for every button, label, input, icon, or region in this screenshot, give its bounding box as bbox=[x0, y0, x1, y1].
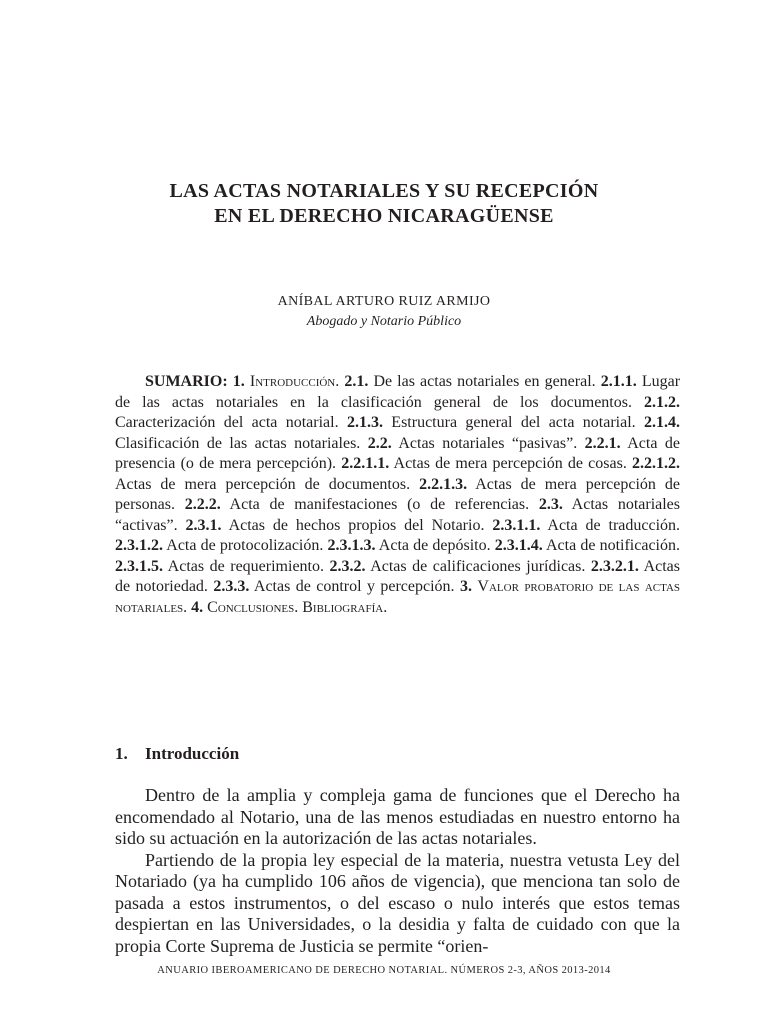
summary-entry-number: 2.3. bbox=[538, 496, 563, 513]
summary-entry-text: Valor probatorio de las actas notariales. bbox=[115, 578, 681, 616]
summary-entry-number: 2.3.1.5. bbox=[115, 557, 163, 575]
summary-entry-text: Lugar de las actas notariales en la clasificación general de los documentos. bbox=[115, 373, 681, 411]
summary-entry-number: 2.3.3. bbox=[213, 578, 250, 595]
running-footer: ANUARIO IBEROAMERICANO DE DERECHO NOTARIAL. NÚMEROS 2-3, AÑOS 2013-2014 bbox=[157, 965, 611, 976]
summary-entry-number: 2.1.2. bbox=[644, 393, 680, 411]
summary-entry-text: Actas de requerimiento. bbox=[167, 557, 324, 575]
summary-entry-number: 2.3.1.2. bbox=[115, 537, 163, 554]
summary-entry-text: Actas notariales “pasivas”. bbox=[398, 434, 578, 452]
summary-entry-number: 2.3.2.1. bbox=[590, 557, 639, 575]
summary-entry-number: 2.2.2. bbox=[184, 496, 221, 513]
section-title: Introducción bbox=[145, 744, 240, 763]
summary-block bbox=[115, 372, 680, 618]
section-heading bbox=[115, 744, 239, 764]
summary-entry-text: Introducción. bbox=[249, 373, 340, 390]
summary-entry-text: Actas notariales “activas”. bbox=[115, 496, 681, 534]
summary-entry-number: 2.3.1.4. bbox=[494, 537, 543, 554]
summary-entry-text: Actas de mera percepción de personas. bbox=[115, 475, 681, 513]
summary-entry-number: 4. bbox=[191, 598, 204, 616]
summary-entry-text: Caracterización del acta notarial. bbox=[115, 414, 339, 431]
summary-entry-number: 3. bbox=[459, 578, 472, 595]
article-title-line-1: LAS ACTAS NOTARIALES Y SU RECEPCIÓN bbox=[169, 180, 599, 202]
section-number: 1. bbox=[115, 744, 128, 763]
body-text bbox=[115, 785, 680, 957]
summary-entry-text: Acta de traducción. bbox=[547, 516, 681, 534]
summary-entry-text: Actas de mera percepción de cosas. bbox=[393, 455, 627, 472]
summary-label: SUMARIO: bbox=[145, 373, 228, 390]
summary-entry-number: 2.1.4. bbox=[644, 414, 681, 431]
summary-entry-number: 2.2.1. bbox=[584, 434, 621, 452]
summary-entry-text: De las actas notariales en general. bbox=[373, 373, 596, 390]
summary-entry-number: 2.3.1. bbox=[185, 516, 222, 534]
summary-entry-number: 2.2.1.3. bbox=[419, 475, 468, 493]
summary-entry-text: Actas de notoriedad. bbox=[115, 557, 681, 595]
summary-entry-number: 1. bbox=[232, 373, 245, 390]
summary-entry-number: 2.1.3. bbox=[346, 414, 383, 431]
summary-entry-text: Acta de manifestaciones (o de referencias. bbox=[229, 496, 530, 513]
paragraph: Partiendo de la propia ley especial de la materia, nuestra vetusta Ley del Notariado (ya ha cumplido 106 años de vigencia), que menciona tan solo de pasada a estos instrumentos, o del escaso o nulo interés que estos temas despiertan en las Universidades, o la desidia y falta de cuidado con que la propia Corte Suprema de Justicia se permite “orien- bbox=[115, 849, 680, 956]
summary-entry-number: 2.2.1.1. bbox=[341, 455, 390, 472]
summary-entry-text: Actas de hechos propios del Notario. bbox=[228, 516, 485, 534]
summary-entry-text: Actas de control y percepción. bbox=[253, 578, 455, 595]
author-role: Abogado y Notario Público bbox=[306, 314, 462, 329]
summary-entry-text: Actas de mera percepción de documentos. bbox=[115, 475, 411, 493]
summary-entry-text: Acta de protocolización. bbox=[166, 537, 324, 554]
summary-entry-text: Acta de depósito. bbox=[378, 537, 491, 554]
summary-entry-number: 2.1.1. bbox=[600, 373, 637, 390]
article-title-line-2: EN EL DERECHO NICARAGÜENSE bbox=[214, 205, 554, 227]
summary-entry-number: 2.3.2. bbox=[329, 557, 366, 575]
author-name: ANÍBAL ARTURO RUIZ ARMIJO bbox=[277, 294, 491, 309]
paragraph: Dentro de la amplia y compleja gama de funciones que el Derecho ha encomendado al Notario, una de las menos estudiadas en nuestro entorno ha sido su actuación en la autorización de las actas notariales. bbox=[115, 785, 680, 848]
summary-entry-number: 2.2.1.2. bbox=[632, 455, 681, 472]
summary-entry-text: Acta de presencia (o de mera percepción). bbox=[115, 434, 681, 472]
summary-entry-number: 2.3.1.3. bbox=[327, 537, 376, 554]
summary-entry-text: Estructura general del acta notarial. bbox=[391, 414, 636, 431]
summary-entry-text: Acta de notificación. bbox=[546, 537, 680, 554]
summary-entry-number: 2.2. bbox=[367, 434, 392, 452]
summary-entry-text: Clasificación de las actas notariales. bbox=[115, 434, 361, 452]
summary-entry-text: Conclusiones. bbox=[207, 598, 299, 616]
summary-entry-number: 2.3.1.1. bbox=[492, 516, 541, 534]
summary-entry-number: 2.1. bbox=[344, 373, 369, 390]
summary-entry-text: Bibliografía. bbox=[302, 598, 388, 616]
summary-entry-text: Actas de calificaciones jurídicas. bbox=[370, 557, 586, 575]
